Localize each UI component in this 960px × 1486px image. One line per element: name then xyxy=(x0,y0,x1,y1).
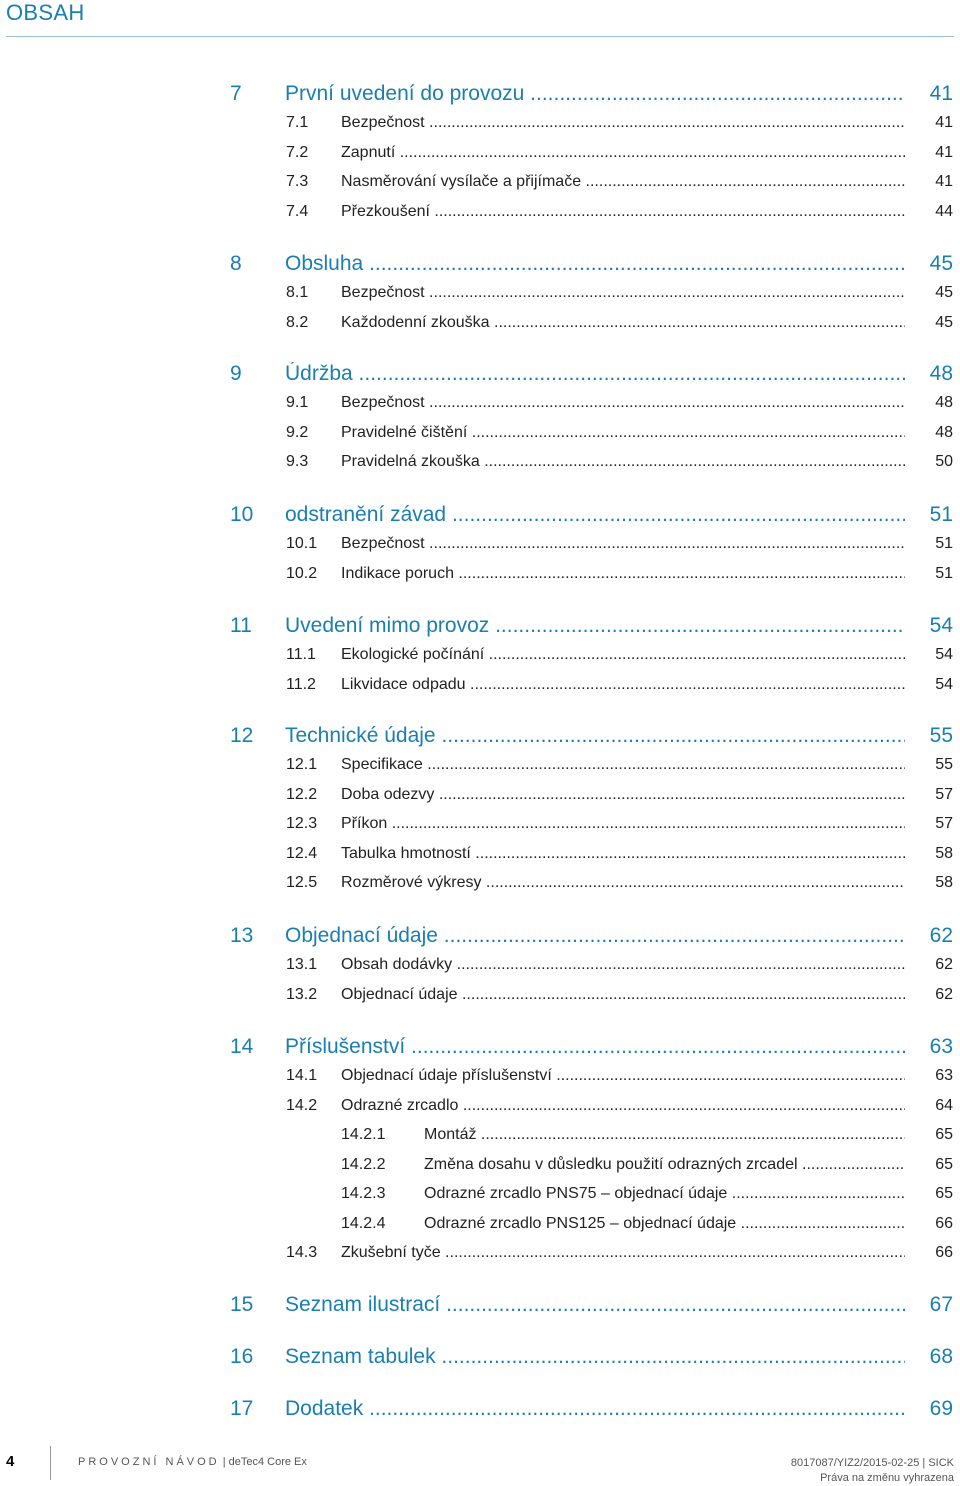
toc-subsection-row-title: Změna dosahu v důsledku použití odrazných zrcadel ..... xyxy=(424,1156,905,1174)
toc-section-row-page: 63 xyxy=(935,1067,953,1084)
footer-product: deTec4 Core Ex xyxy=(228,1456,307,1468)
toc-section-row-num: 10.2 xyxy=(286,564,318,582)
toc-chapter-row-title: odstranění závad ..... xyxy=(285,503,905,527)
toc-section-row-page: 41 xyxy=(935,143,953,161)
toc-section-row-page: 48 xyxy=(935,423,953,441)
footer-page-number: 4 xyxy=(6,1453,15,1470)
toc-chapter-row-title: Seznam tabulek ..... xyxy=(285,1345,905,1369)
toc-section-row-title: Ekologické počínání ..... xyxy=(341,646,905,664)
toc-section-row-page: 48 xyxy=(935,394,953,411)
toc-subsection-row-page: 65 xyxy=(935,1126,953,1143)
toc-section-row-page: 41 xyxy=(935,114,953,131)
header-divider xyxy=(6,36,954,37)
toc-section-row-num: 12.5 xyxy=(286,874,318,891)
toc-chapter-row-page: 67 xyxy=(929,1293,953,1316)
toc-section-row-title: Likvidace odpadu ..... xyxy=(341,676,905,694)
toc-section-row-title: Zkušební tyče ..... xyxy=(341,1244,905,1262)
toc-section-row-num: 9.3 xyxy=(286,453,309,470)
toc-section-row-title: Příkon ..... xyxy=(341,815,905,833)
toc-section-row-title: Rozměrové výkresy ..... xyxy=(341,874,905,892)
toc-section-row-num: 8.2 xyxy=(286,313,309,331)
toc-subsection-row-title: Montáž ..... xyxy=(424,1126,905,1144)
toc-section-row-page: 62 xyxy=(935,956,953,973)
toc-chapter-row-title: Objednací údaje ..... xyxy=(285,924,905,948)
toc-section-row-page: 54 xyxy=(935,646,953,663)
toc-chapter-row-num: 7 xyxy=(230,82,242,105)
toc-chapter-row-page: 54 xyxy=(929,614,953,637)
footer-doc-type: PROVOZNÍ NÁVOD xyxy=(78,1456,220,1468)
toc-section-row-num: 12.1 xyxy=(286,756,318,773)
toc-section-row-num: 7.3 xyxy=(286,173,309,190)
toc-section-row-num: 13.2 xyxy=(286,985,318,1003)
toc-section-row-title: Každodenní zkouška ..... xyxy=(341,314,905,332)
toc-chapter-row-num: 15 xyxy=(230,1293,254,1316)
toc-section-row-page: 66 xyxy=(935,1244,953,1261)
toc-chapter-row-num: 9 xyxy=(230,362,242,385)
toc-section-row-page: 50 xyxy=(935,453,953,470)
toc-section-row-title: Specifikace ..... xyxy=(341,756,905,774)
toc-section-row-page: 41 xyxy=(935,173,953,190)
toc-chapter-row-page: 55 xyxy=(929,724,953,747)
toc-section-row-page: 45 xyxy=(935,313,953,331)
toc-section-row-title: Obsah dodávky ..... xyxy=(341,956,905,974)
toc-section-row-num: 7.2 xyxy=(286,143,309,161)
toc-section-row-num: 11.1 xyxy=(286,646,316,663)
toc-chapter-row-title: Údržba ..... xyxy=(285,362,905,386)
toc-section-row-page: 55 xyxy=(935,756,953,773)
toc-chapter-row-page: 62 xyxy=(929,924,953,947)
footer-doc-id: 8017087/YIZ2/2015-02-25 xyxy=(790,1457,920,1469)
toc-chapter-row-page: 69 xyxy=(929,1397,953,1420)
toc-section-row-title: Pravidelné čištění ..... xyxy=(341,424,905,442)
toc-chapter-row-page: 48 xyxy=(929,362,953,385)
toc-subsection-row-num: 14.2.4 xyxy=(341,1214,386,1232)
toc-subsection-row-num: 14.2.2 xyxy=(341,1155,386,1173)
toc-section-row-num: 11.2 xyxy=(286,675,316,693)
toc-section-row-page: 45 xyxy=(935,284,953,301)
toc-subsection-row-num: 14.2.1 xyxy=(341,1126,386,1143)
toc-section-row-title: Přezkoušení ..... xyxy=(341,203,905,221)
toc-section-row-num: 9.2 xyxy=(286,423,309,441)
toc-section-row-num: 8.1 xyxy=(286,284,309,301)
toc-section-row-page: 44 xyxy=(935,202,953,220)
footer-document-info xyxy=(78,1456,307,1468)
toc-section-row-num: 9.1 xyxy=(286,394,309,411)
footer-separator: | xyxy=(222,1456,229,1468)
toc-section-row-page: 64 xyxy=(935,1096,953,1114)
toc-section-row-page: 58 xyxy=(935,874,953,891)
toc-section-row-page: 51 xyxy=(935,564,953,582)
toc-chapter-row-title: Uvedení mimo provoz ..... xyxy=(285,614,905,638)
toc-section-row-page: 62 xyxy=(935,985,953,1003)
toc-chapter-row-num: 13 xyxy=(230,924,254,947)
toc-subsection-row-page: 65 xyxy=(935,1155,953,1173)
toc-section-row-num: 7.1 xyxy=(286,114,309,131)
toc-section-row-title: Nasměrování vysílače a přijímače ..... xyxy=(341,173,905,191)
toc-subsection-row-page: 65 xyxy=(935,1185,953,1202)
toc-section-row-num: 12.3 xyxy=(286,815,318,832)
toc-section-row-title: Indikace poruch ..... xyxy=(341,565,905,583)
toc-chapter-row-title: Technické údaje ..... xyxy=(285,724,905,748)
toc-section-row-num: 12.4 xyxy=(286,844,318,862)
toc-section-row-page: 57 xyxy=(935,815,953,832)
toc-chapter-row-page: 63 xyxy=(929,1035,953,1058)
toc-chapter-row-page: 68 xyxy=(929,1345,953,1368)
footer-separator-right: | xyxy=(922,1457,929,1469)
toc-section-row-title: Pravidelná zkouška ..... xyxy=(341,453,905,471)
toc-section-row-title: Objednací údaje příslušenství ..... xyxy=(341,1067,905,1085)
toc-section-row-num: 14.2 xyxy=(286,1096,318,1114)
toc-section-row-num: 12.2 xyxy=(286,785,318,803)
toc-section-row-num: 7.4 xyxy=(286,202,309,220)
toc-chapter-row-title: Příslušenství ..... xyxy=(285,1035,905,1059)
toc-section-row-title: Objednací údaje ..... xyxy=(341,986,905,1004)
toc-chapter-row-title: První uvedení do provozu ..... xyxy=(285,82,905,106)
toc-section-row-page: 54 xyxy=(935,675,953,693)
toc-chapter-row-title: Obsluha ..... xyxy=(285,252,905,276)
toc-section-row-page: 51 xyxy=(935,535,953,552)
toc-section-row-num: 13.1 xyxy=(286,956,318,973)
toc-chapter-row-num: 10 xyxy=(230,503,254,526)
toc-section-row-title: Bezpečnost ..... xyxy=(341,284,905,302)
toc-section-row-page: 57 xyxy=(935,785,953,803)
footer-brand: SICK xyxy=(928,1457,954,1469)
toc-section-row-title: Bezpečnost ..... xyxy=(341,535,905,553)
toc-chapter-row-title: Seznam ilustrací ..... xyxy=(285,1293,905,1317)
toc-subsection-row-num: 14.2.3 xyxy=(341,1185,386,1202)
toc-chapter-row-num: 12 xyxy=(230,724,254,747)
footer-divider xyxy=(50,1446,51,1480)
toc-subsection-row-page: 66 xyxy=(935,1214,953,1232)
toc-section-row-page: 58 xyxy=(935,844,953,862)
toc-section-row-title: Bezpečnost ..... xyxy=(341,394,905,412)
toc-chapter-row-num: 16 xyxy=(230,1345,254,1368)
toc-section-row-num: 14.1 xyxy=(286,1067,318,1084)
toc-chapter-row-page: 51 xyxy=(929,503,953,526)
toc-section-row-title: Doba odezvy ..... xyxy=(341,786,905,804)
footer-notice: Práva na změnu vyhrazena xyxy=(820,1472,954,1484)
toc-chapter-row-num: 14 xyxy=(230,1035,254,1058)
toc-chapter-row-num: 8 xyxy=(230,252,242,275)
toc-subsection-row-title: Odrazné zrcadlo PNS75 – objednací údaje ..... xyxy=(424,1185,905,1203)
toc-section-row-num: 14.3 xyxy=(286,1244,318,1261)
toc-chapter-row-page: 45 xyxy=(929,252,953,275)
page-header-title: OBSAH xyxy=(6,0,85,25)
toc-chapter-row-page: 41 xyxy=(929,82,953,105)
toc-section-row-title: Tabulka hmotností ..... xyxy=(341,845,905,863)
toc-chapter-row-num: 11 xyxy=(230,614,252,637)
toc-section-row-title: Zapnutí ..... xyxy=(341,144,905,162)
toc-section-row-title: Odrazné zrcadlo ..... xyxy=(341,1097,905,1115)
footer-document-id xyxy=(791,1456,954,1486)
toc-section-row-title: Bezpečnost ..... xyxy=(341,114,905,132)
toc-chapter-row-num: 17 xyxy=(230,1397,254,1420)
toc-subsection-row-title: Odrazné zrcadlo PNS125 – objednací údaje ..... xyxy=(424,1215,905,1233)
toc-section-row-num: 10.1 xyxy=(286,535,318,552)
toc-chapter-row-title: Dodatek ..... xyxy=(285,1397,905,1421)
